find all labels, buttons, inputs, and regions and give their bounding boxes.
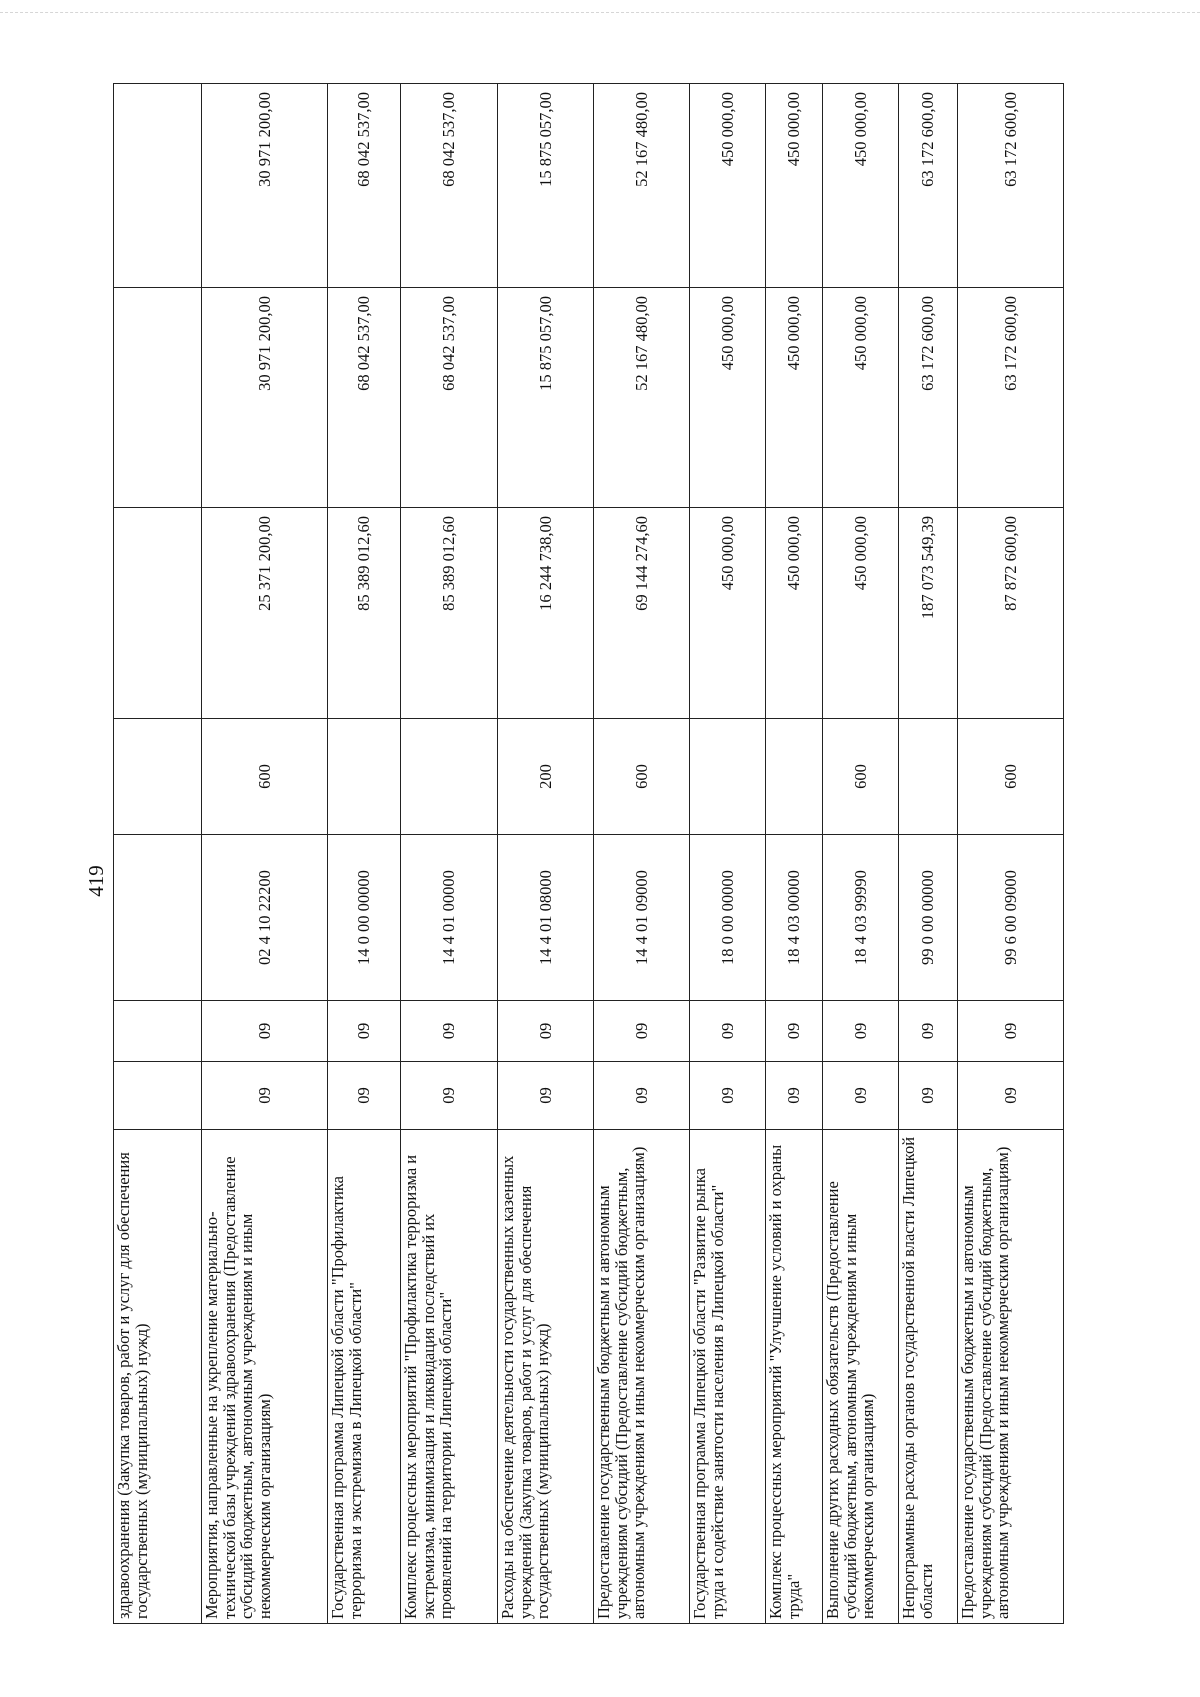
table-row [498,84,594,1624]
expense-type-code [766,719,823,835]
amount-year-3: 63 172 600,00 [958,84,1064,288]
table-row [766,84,823,1624]
table-row [328,84,401,1624]
amount-year-1: 450 000,00 [766,508,823,719]
target-article-code: 14 4 01 09000 [594,835,690,1001]
expense-type-code [401,719,498,835]
row-name: Комплекс процессных мероприятий "Профилактика терроризма и экстремизма, минимизация и ликвидация последствий их проявлений на территории Липецкой области" [401,1130,498,1624]
amount-year-3: 30 971 200,00 [202,84,328,288]
amount-year-3: 52 167 480,00 [594,84,690,288]
expense-type-code: 200 [498,719,594,835]
expense-type-code: 600 [823,719,899,835]
subsection-code: 09 [766,1001,823,1062]
expense-type-code [899,719,958,835]
amount-year-2: 15 875 057,00 [498,288,594,508]
amount-year-3: 450 000,00 [690,84,766,288]
target-article-code: 18 4 03 00000 [766,835,823,1001]
amount-year-2: 450 000,00 [766,288,823,508]
subsection-code: 09 [401,1001,498,1062]
amount-year-1: 69 144 274,60 [594,508,690,719]
expense-type-code [114,719,202,835]
amount-year-1: 87 872 600,00 [958,508,1064,719]
section-code: 09 [766,1062,823,1130]
amount-year-2 [114,288,202,508]
amount-year-3: 450 000,00 [823,84,899,288]
amount-year-1 [114,508,202,719]
amount-year-2: 30 971 200,00 [202,288,328,508]
subsection-code: 09 [328,1001,401,1062]
expense-type-code: 600 [594,719,690,835]
amount-year-1: 25 371 200,00 [202,508,328,719]
target-article-code: 14 4 01 08000 [498,835,594,1001]
table-body [114,84,1064,1624]
subsection-code [114,1001,202,1062]
amount-year-3: 15 875 057,00 [498,84,594,288]
section-code: 09 [594,1062,690,1130]
amount-year-2: 63 172 600,00 [958,288,1064,508]
row-name: Выполнение других расходных обязательств (Предоставление субсидий бюджетным, автономным учреждениям и иным некоммерческим организациям) [823,1130,899,1624]
amount-year-3: 68 042 537,00 [401,84,498,288]
subsection-code: 09 [958,1001,1064,1062]
target-article-code: 14 0 00 00000 [328,835,401,1001]
subsection-code: 09 [899,1001,958,1062]
amount-year-1: 187 073 549,39 [899,508,958,719]
section-code: 09 [498,1062,594,1130]
amount-year-1: 85 389 012,60 [328,508,401,719]
section-code: 09 [823,1062,899,1130]
table-row [823,84,899,1624]
section-code: 09 [202,1062,328,1130]
target-article-code [114,835,202,1001]
section-code: 09 [328,1062,401,1130]
amount-year-2: 63 172 600,00 [899,288,958,508]
target-article-code: 99 6 00 09000 [958,835,1064,1001]
amount-year-3: 63 172 600,00 [899,84,958,288]
target-article-code: 14 4 01 00000 [401,835,498,1001]
amount-year-3: 450 000,00 [766,84,823,288]
table-row [690,84,766,1624]
page-number: 419 [84,865,108,897]
amount-year-1: 450 000,00 [823,508,899,719]
amount-year-2: 52 167 480,00 [594,288,690,508]
row-name: здравоохранения (Закупка товаров, работ и услуг для обеспечения государственных (муниципальных) нужд) [114,1130,202,1624]
section-code: 09 [690,1062,766,1130]
row-name: Государственная программа Липецкой области "Профилактика терроризма и экстремизма в Липецкой области" [328,1130,401,1624]
target-article-code: 18 4 03 99990 [823,835,899,1001]
amount-year-3 [114,84,202,288]
budget-table [113,83,1064,1624]
amount-year-1: 85 389 012,60 [401,508,498,719]
row-name: Непрограммные расходы органов государственной власти Липецкой области [899,1130,958,1624]
target-article-code: 18 0 00 00000 [690,835,766,1001]
amount-year-2: 68 042 537,00 [328,288,401,508]
section-code: 09 [401,1062,498,1130]
table-row [594,84,690,1624]
subsection-code: 09 [594,1001,690,1062]
subsection-code: 09 [498,1001,594,1062]
scan-edge [0,12,1200,13]
amount-year-2: 450 000,00 [823,288,899,508]
row-name: Государственная программа Липецкой области "Развитие рынка труда и содействие занятости населения в Липецкой области" [690,1130,766,1624]
row-name: Комплекс процессных мероприятий "Улучшение условий и охраны труда" [766,1130,823,1624]
target-article-code: 02 4 10 22200 [202,835,328,1001]
subsection-code: 09 [202,1001,328,1062]
amount-year-3: 68 042 537,00 [328,84,401,288]
subsection-code: 09 [823,1001,899,1062]
row-name: Расходы на обеспечение деятельности государственных казенных учреждений (Закупка товаров, работ и услуг для обеспечения государственных (муниципальных) нужд) [498,1130,594,1624]
table-row [958,84,1064,1624]
table-row [899,84,958,1624]
expense-type-code: 600 [202,719,328,835]
expense-type-code: 600 [958,719,1064,835]
row-name: Предоставление государственным бюджетным и автономным учреждениям субсидий (Предоставление субсидий бюджетным, автономным учреждениям и иным некоммерческим организациям) [958,1130,1064,1624]
section-code: 09 [958,1062,1064,1130]
row-name: Предоставление государственным бюджетным и автономным учреждениям субсидий (Предоставление субсидий бюджетным, автономным учреждениям и иным некоммерческим организациям) [594,1130,690,1624]
section-code [114,1062,202,1130]
row-name: Мероприятия, направленные на укрепление материально-технической базы учреждений здравоохранения (Предоставление субсидий бюджетным, автономным учреждениям и иным некоммерческим организациям) [202,1130,328,1624]
table-row [114,84,202,1624]
subsection-code: 09 [690,1001,766,1062]
amount-year-1: 16 244 738,00 [498,508,594,719]
rotated-table-wrapper [113,84,1063,1624]
amount-year-1: 450 000,00 [690,508,766,719]
expense-type-code [690,719,766,835]
amount-year-2: 450 000,00 [690,288,766,508]
table-row [202,84,328,1624]
target-article-code: 99 0 00 00000 [899,835,958,1001]
table-row [401,84,498,1624]
amount-year-2: 68 042 537,00 [401,288,498,508]
section-code: 09 [899,1062,958,1130]
expense-type-code [328,719,401,835]
